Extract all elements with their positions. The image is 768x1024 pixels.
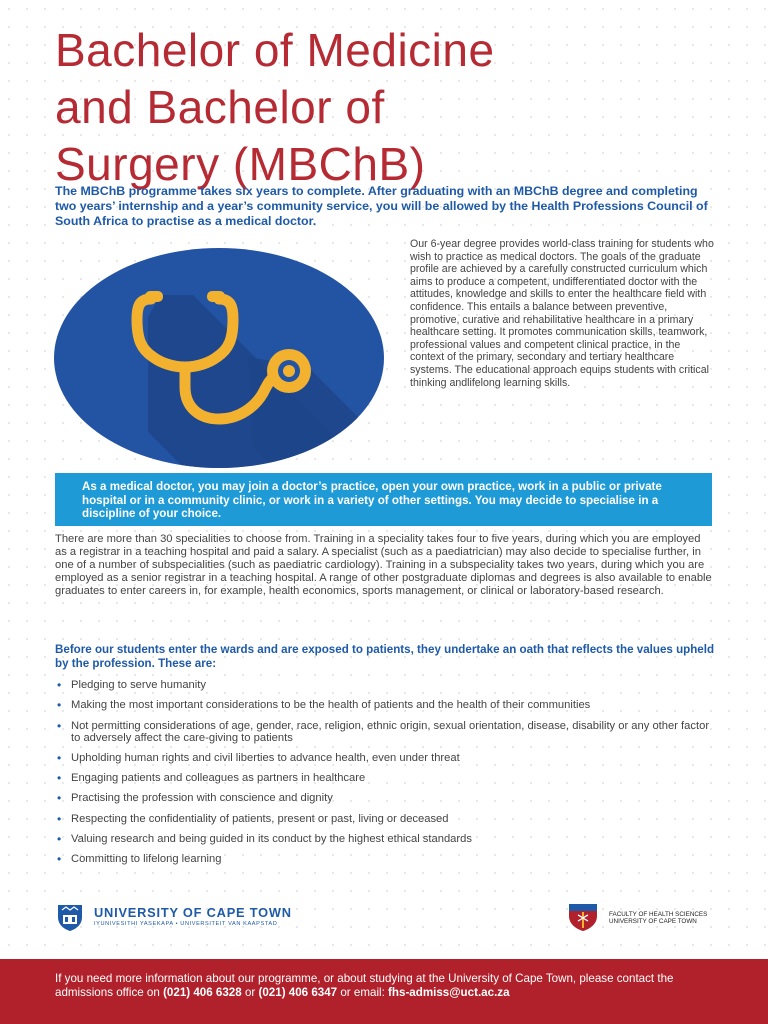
footer-text-email: or email: <box>337 986 389 1000</box>
fhs-logo <box>565 902 745 932</box>
oath-intro: Before our students enter the wards and are exposed to patients, they undertake an oath that reflects the values upheld by the profession. These are: <box>55 643 715 670</box>
programme-description: Our 6-year degree provides world-class training for students who wish to practice as medical doctors. The goals of the graduate profile are achieved by a carefully constructed curriculum which aims to produce a competent, undifferentiated doctor with the attitudes, knowledge and skills to enter the healthcare field with confidence. This entails a balance between preventive, promotive, curative and rehabilitative healthcare in a primary healthcare setting. It promotes communication skills, teamwork, professional values and competent clinical practice, in the context of the primary, secondary and tertiary healthcare systems. The educational approach equips students with critical thinking andlifelong learning skills. <box>410 238 714 389</box>
fhs-crest-icon <box>565 902 601 932</box>
list-item: • Respecting the confidentiality of patients, present or past, living or deceased <box>57 813 717 825</box>
list-item: • Upholding human rights and civil liberties to advance health, even under threat <box>57 752 717 764</box>
oath-list <box>57 679 717 874</box>
fhs-line-2: UNIVERSITY OF CAPE TOWN <box>609 918 697 926</box>
list-item: • Practising the profession with conscience and dignity <box>57 792 717 804</box>
fhs-line-1: FACULTY OF HEALTH SCIENCES <box>609 911 708 918</box>
stethoscope-icon <box>53 247 385 469</box>
footer-text-or: or <box>241 986 259 1000</box>
career-highlight-text: As a medical doctor, you may join a doctor’s practice, open your own practice, work in a public or private hospital or in a community clinic, or work in a variety of other settings. You may decide to specialise in a discipline of your choice. <box>82 480 662 521</box>
list-item: • Valuing research and being guided in its conduct by the highest ethical standards <box>57 833 717 845</box>
fhs-text <box>609 911 707 926</box>
career-highlight-band <box>55 473 712 526</box>
footer-text <box>0 959 725 1000</box>
uct-name: UNIVERSITY OF CAPE TOWN <box>94 905 292 920</box>
uct-crest-icon <box>55 902 85 932</box>
footer-text-intro: If you need more information about our programme, or about studying at the University of Cape Town, please contact the admissions office on <box>55 972 674 1000</box>
list-item: • Engaging patients and colleagues as partners in healthcare <box>57 772 717 784</box>
specialities-paragraph: There are more than 30 specialities to choose from. Training in a speciality takes four to five years, during which you are employed as a registrar in a teaching hospital and paid a salary. A specialist (such as a paediatrician) may also decide to specialise further, in one of a number of subspecialities (such as paediatric cardiology). Training in a subspeciality takes two years, during which you are employed as a senior registrar in a teaching hospital. A range of other postgraduate diplomas and degrees is also available to enable graduates to enter careers in, for example, health economics, sports management, or clinical or laboratory-based research. <box>55 533 712 597</box>
email-link[interactable]: fhs-admiss@uct.ac.za <box>388 986 510 1000</box>
list-item: • Not permitting considerations of age, gender, race, religion, ethnic origin, sexual orientation, disease, disability or any other factor to adversely affect the care-giving to patients <box>57 720 717 744</box>
title-line-2: and Bachelor of <box>55 81 385 133</box>
title-line-1: Bachelor of Medicine <box>55 24 495 76</box>
uct-logo <box>55 902 335 932</box>
list-item: • Making the most important considerations to be the health of patients and the health of their communities <box>57 699 717 711</box>
page-title <box>55 22 735 193</box>
contact-footer <box>0 959 768 1024</box>
uct-subtitle: IYUNIVESITHI YASEKAPA • UNIVERSITEIT VAN KAAPSTAD <box>94 921 278 927</box>
stethoscope-illustration <box>53 247 385 469</box>
phone-number-2[interactable]: (021) 406 6347 <box>258 986 338 1000</box>
title-line-3: Surgery (MBChB) <box>55 138 426 190</box>
phone-number-1[interactable]: (021) 406 6328 <box>163 986 242 1000</box>
lead-paragraph: The MBChB programme takes six years to complete. After graduating with an MBChB degree and completing two years’ internship and a year’s community service, you will be allowed by the Health Professions Council of South Africa to practise as a medical doctor. <box>55 184 708 228</box>
list-item: • Pledging to serve humanity <box>57 679 717 691</box>
list-item: • Committing to lifelong learning <box>57 853 717 865</box>
